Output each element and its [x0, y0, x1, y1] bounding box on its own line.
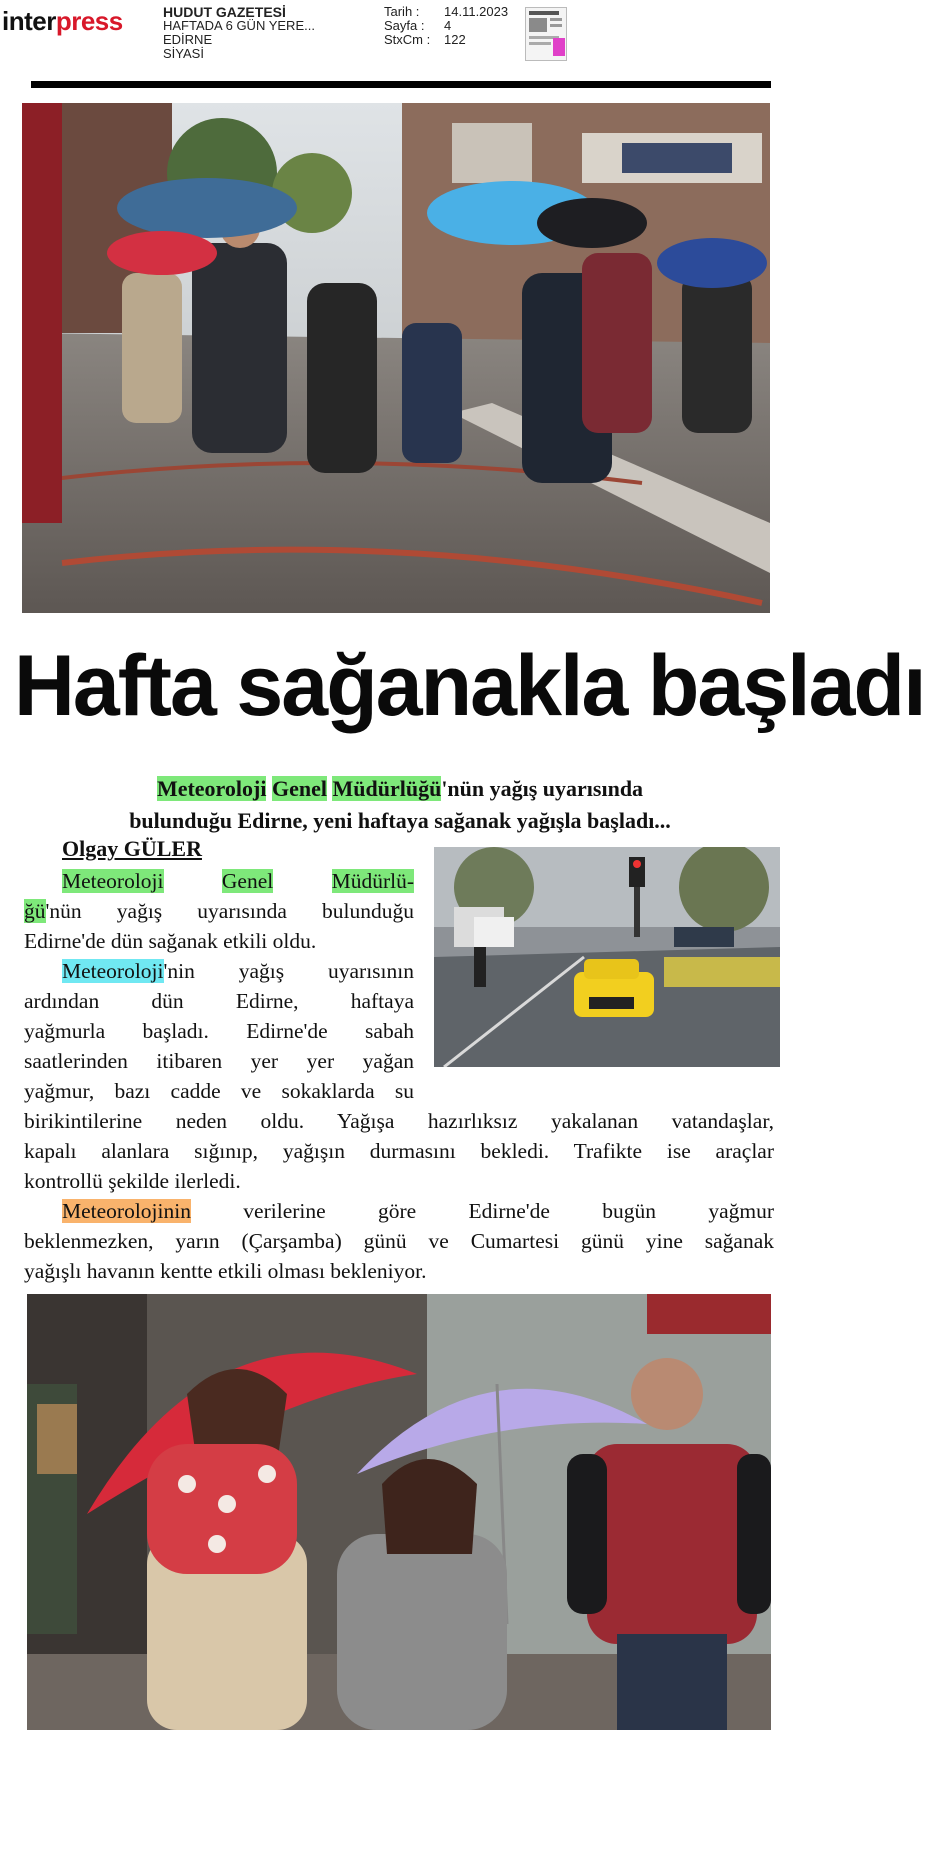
- stxcm-row: [384, 33, 508, 47]
- headline: Hafta sağanakla başladı: [14, 638, 925, 734]
- byline: Olgay GÜLER: [62, 836, 202, 861]
- stxcm-label: StxCm :: [384, 32, 431, 47]
- lead-rest-1: 'nün yağış uyarısında: [441, 776, 644, 801]
- p2-line-1: [24, 956, 414, 986]
- paragraph-2-upper: [24, 956, 414, 1106]
- paragraph-2-lower: [24, 1106, 774, 1196]
- page-row: [384, 19, 508, 33]
- date-value: 14.11.2023: [444, 4, 509, 19]
- p1-line-3: Edirne'de dün sağanak etkili oldu.: [24, 929, 317, 953]
- date-row: [384, 5, 508, 19]
- page-value: 4: [444, 18, 452, 33]
- lead-highlight-2: Genel: [271, 776, 327, 801]
- p2-line-3: yağmurla başladı. Edirne'de sabah: [24, 1019, 414, 1043]
- p2-line-5: yağmur, bazı cadde ve sokaklarda su: [24, 1079, 414, 1103]
- p1-line-1: [24, 866, 414, 896]
- lead-paragraph: [40, 773, 760, 837]
- header-rule: [31, 81, 771, 88]
- p2-line-4: saatlerinden itibaren yer yer yağan: [24, 1049, 414, 1073]
- clipping-meta: [384, 5, 508, 47]
- p2-highlight: Meteoroloji: [62, 959, 164, 983]
- p2-line-7: kapalı alanlara sığınıp, yağışın durmasını bekledi. Trafikte ise araçlar: [24, 1139, 774, 1163]
- p2-rest-1: 'nin yağış uyarısının: [163, 959, 414, 983]
- p1-highlight-2: Genel: [221, 869, 274, 893]
- p2-line-8: kontrollü şekilde ilerledi.: [24, 1169, 241, 1193]
- lead-line-1: [40, 773, 760, 805]
- p2-line-6: birikintilerine neden oldu. Yağışa hazırlıksız yakalanan vatandaşlar,: [24, 1109, 774, 1133]
- logo-part-press: press: [55, 6, 123, 36]
- p1-highlight-4: ğü: [24, 899, 46, 923]
- paragraph-1: [24, 866, 414, 956]
- p1-rest-2: 'nün yağış uyarısında bulunduğu: [45, 899, 414, 923]
- publication-category: SİYASİ: [163, 46, 204, 61]
- stxcm-value: 122: [444, 32, 466, 47]
- lead-line-2: bulunduğu Edirne, yeni haftaya sağanak yağışla başladı...: [129, 808, 671, 833]
- page-label: Sayfa :: [384, 18, 425, 33]
- photo-people-umbrellas: [27, 1294, 771, 1730]
- p2-line-2: ardından dün Edirne, haftaya: [24, 989, 414, 1013]
- page-thumbnail: [525, 7, 567, 61]
- p3-rest-1: verilerine göre Edirne'de bugün yağmur: [243, 1199, 774, 1223]
- publication-frequency: HAFTADA 6 GÜN YERE...: [163, 18, 315, 33]
- interpress-logo: [2, 6, 123, 37]
- logo-part-inter: inter: [2, 6, 56, 36]
- lead-highlight-3: Müdürlüğü: [332, 776, 442, 801]
- publication-info: [163, 5, 315, 61]
- p3-line-1: [24, 1196, 774, 1226]
- publication-city: EDİRNE: [163, 32, 213, 47]
- paragraph-3: [24, 1196, 774, 1286]
- p3-highlight: Meteorolojinin: [62, 1199, 191, 1223]
- photo-taxi-wet-road: [434, 847, 780, 1067]
- p1-highlight-1: Meteoroloji: [62, 869, 164, 893]
- p1-highlight-3: Müdürlü-: [331, 869, 414, 893]
- p3-line-2: beklenmezken, yarın (Çarşamba) günü ve Cumartesi günü yine sağanak: [24, 1229, 774, 1253]
- lead-highlight-1: Meteoroloji: [156, 776, 267, 801]
- photo-rainy-street: [22, 103, 770, 613]
- date-label: Tarih :: [384, 4, 420, 19]
- publication-name: HUDUT GAZETESİ: [163, 4, 286, 20]
- p1-line-2: [24, 896, 414, 926]
- p3-line-3: yağışlı havanın kentte etkili olması bekleniyor.: [24, 1259, 427, 1283]
